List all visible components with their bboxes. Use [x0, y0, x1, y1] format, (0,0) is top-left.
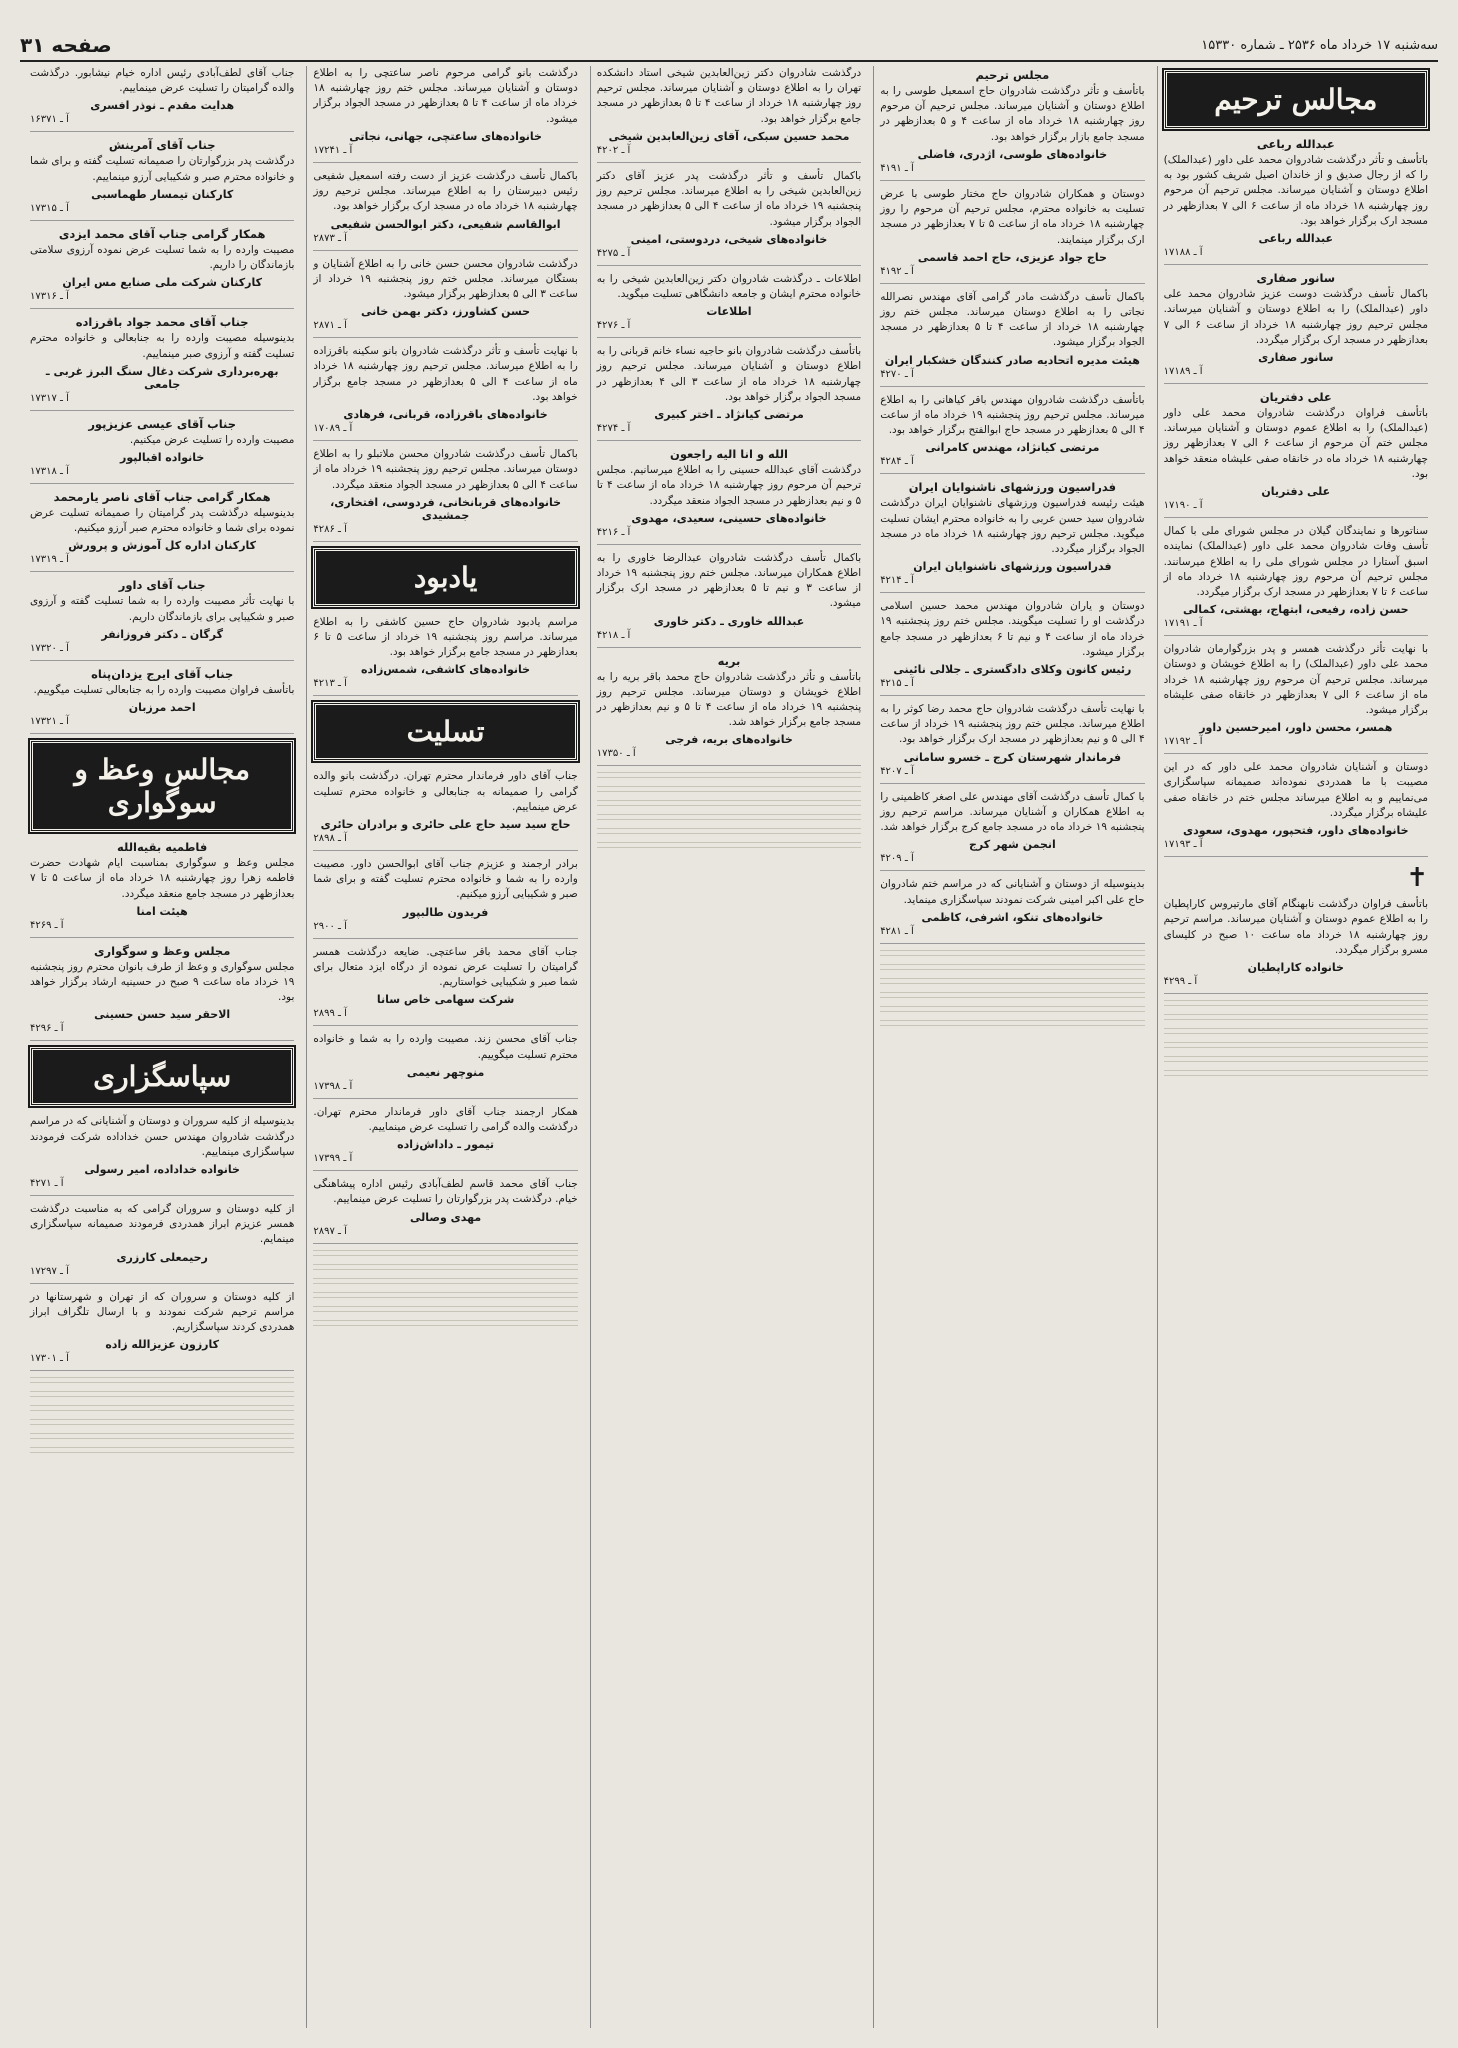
notice-code: آ ـ ۱۷۱۹۰: [1163, 500, 1203, 512]
notice: [1164, 390, 1428, 518]
notice-body: باتأسف و تأثر درگذشت شادروان حاج اسمعیل طوسی را به اطلاع دوستان و آشنایان میرساند. مجلس ترحیم آن مرحوم روز چهارشنبه ۱۸ خرداد ماه از ساعت ۴ و ۵ بعدازظهر در مسجد جامع بازار برگزار خواهد بود.: [880, 85, 1145, 143]
notice-code: آ ـ ۴۲۱۵: [880, 678, 914, 690]
fine-print-lines: [30, 1405, 294, 1415]
notice-code: آ ـ ۱۷۱۸۸: [1163, 247, 1203, 259]
notice: [30, 667, 294, 734]
notice: [1164, 137, 1428, 265]
notice-code: آ ـ ۱۷۳۹۹: [313, 1153, 353, 1165]
fine-print-lines: [880, 950, 1144, 960]
notice: [597, 272, 861, 338]
fine-print-lines: [30, 1391, 294, 1401]
notice-body: جناب آقای لطف‌آبادی رئیس اداره خیام نیشابور. درگذشت والده گرامیتان را تسلیت عرض مینماییم.: [29, 67, 295, 95]
page-number: صفحه ۳۱: [20, 33, 112, 57]
notice-code: آ ـ ۴۲۷۰: [880, 368, 914, 380]
notice-sig: خانواده‌های باقرزاده، قربانی، فرهادی: [343, 408, 548, 422]
notice-title: جناب آقای آمرینش: [108, 138, 216, 153]
notice: [30, 1114, 294, 1196]
notice-code: آ ـ ۴۱۹۱: [880, 162, 914, 174]
notice-sig: محمد حسین سبکی، آقای زین‌العابدین شیخی: [608, 129, 850, 143]
notice-body: با نهایت تأسف درگذشت شادروان حاج محمد رضا کوثر را به اطلاع میرساند. مجلس ختم روز پنجشنبه ۱۹ خرداد از ساعت ۴ الی ۵ و نیم بعدازظهر در مسجد ارک برگزار خواهد بود.: [880, 703, 1145, 746]
column-1: [1157, 66, 1434, 2028]
fine-print-lines: [30, 1447, 294, 1457]
notice-title: جناب آقای محمد جواد باقرزاده: [75, 315, 249, 330]
fine-print-lines: [30, 1433, 294, 1443]
notice-code: آ ـ ۴۲۶۹: [29, 919, 64, 931]
notice: [597, 344, 861, 441]
column-4: [306, 66, 583, 2028]
notice-body: باتأسف و تأثر درگذشت شادروان حاج محمد باقر بریه را به اطلاع خویشان و دوستان میرساند. مجلس ترحیم روز پنجشنبه ۱۹ خرداد ماه از ساعت ۴ تا ۵ و نیم بعدازظهر در مسجد جامع برگزار خواهد شد.: [596, 670, 862, 729]
notice-sig: تیمور ـ داداش‌زاده: [397, 1138, 495, 1152]
section-banner: سپاسگزاری: [30, 1047, 294, 1106]
notice-title: عبدالله رباعی: [1256, 137, 1335, 151]
fine-print-lines: [313, 1278, 577, 1288]
notice-title: الله و انا الیه راجعون: [670, 447, 788, 462]
notice: [313, 1105, 577, 1171]
notice-title: سانور صفاری: [1256, 271, 1336, 286]
notice: [313, 945, 577, 1027]
notice-body: مراسم یادبود شادروان حاج حسین کاشفی را به اطلاع میرساند. مراسم روز پنجشنبه ۱۹ خرداد از ساعت ۵ تا ۶ بعدازظهر در مسجد جامع برگزار خواهد بود.: [313, 615, 578, 659]
fine-print-lines: [597, 786, 861, 796]
notice-code: آ ـ ۴۲۹۹: [1163, 976, 1198, 987]
notice-sig: منوچهر نعیمی: [406, 1065, 485, 1079]
notice-sig: همسر، محسن داور، امیرحسین داور: [1199, 721, 1393, 735]
notice: [30, 315, 294, 410]
notice-body: باتأسف فراوان مصیبت وارده را به جنابعالی تسلیت میگوییم.: [33, 683, 295, 696]
notice-body: بدینوسیله از دوستان و آشنایانی که در مراسم ختم شادروان حاج علی اکبر امینی شرکت نمودند سپاسگزاری مینماید.: [880, 878, 1145, 906]
notice-body: سناتورها و نمایندگان گیلان در مجلس شورای ملی با کمال تأسف وفات شادروان محمد علی داور (عبدالملک) نماینده اسبق آستارا در مجلس شورای ملی را به اطلاع میرسانند. مجلس ترحیم آن مرحوم روز چهارشنبه ۱۸ خرداد ماه از ساعت ۶ تا ۷ بعدازظهر در مسجد ارک برگزار میگردد.: [1163, 525, 1428, 598]
notice-code: آ ـ ۴۲۷۴: [596, 423, 631, 435]
notice-body: درگذشت بانو گرامی مرحوم ناصر ساعتچی را به اطلاع دوستان و آشنایان میرساند. مجلس ختم روز چهارشنبه ۱۸ خرداد ماه از ساعت ۴ تا ۵ بعدازظهر در مسجد الجواد برگزار میشود.: [313, 67, 578, 125]
fine-print-lines: [1164, 1070, 1428, 1080]
notice-body: دوستان و همکاران شادروان حاج مختار طوسی با عرض تسلیت به خانواده محترم، مجلس ترحیم آن مرحوم را روز چهارشنبه ۱۸ خرداد ماه از ساعت ۵ تا ۷ بعدازظهر در مسجد ارک برگزار مینمایند.: [880, 187, 1145, 246]
notice-body: با نهایت تأسف و تأثر درگذشت شادروان بانو سکینه باقرزاده را به اطلاع میرساند. مجلس ترحیم روز چهارشنبه ۱۸ خرداد ماه از ساعت ۴ الی ۵ بعدازظهر در مسجد جامع برگزار خواهد بود.: [313, 345, 578, 403]
fine-print-lines: [880, 978, 1144, 988]
notice-sig: مرتضی کیانژاد، مهندس کامرانی: [925, 441, 1100, 455]
notice-code: آ ـ ۱۷۳۱۹: [29, 554, 69, 566]
notice-sig: مرتضی کیانژاد ـ اختر کبیری: [654, 408, 804, 422]
notice-body: مجلس وعظ و سوگواری بمناسبت ایام شهادت حضرت فاطمه زهرا روز چهارشنبه ۱۸ خرداد ماه از ساعت ۵ تا ۷ بعدازظهر در مسجد جامع منعقد میگردد.: [29, 857, 295, 900]
notice-code: آ ـ ۱۷۱۹۱: [1163, 618, 1203, 630]
notice-body: باکمال تأسف درگذشت شادروان عبدالرضا خاوری را به اطلاع همکاران میرساند. مجلس ختم روز پنجشنبه ۱۹ خرداد از ساعت ۳ و نیم تا ۵ بعدازظهر در مسجد ارک برگزار میشود.: [596, 551, 862, 610]
fine-print-lines: [30, 1377, 294, 1387]
section-banner: مجالس وعظ و سوگواری: [30, 740, 294, 832]
notice-body: باکمال تأسف درگذشت مادر گرامی آقای مهندس نصرالله نجاتی را به اطلاع دوستان میرساند. مجلس ختم روز چهارشنبه ۱۸ خرداد از ساعت ۴ تا ۵ بعدازظهر در مسجد الجواد برگزار میشود.: [880, 290, 1145, 349]
notice-sig: شرکت سهامی خاص سانا: [376, 993, 515, 1007]
notice-title: مجلس وعظ و سوگواری: [93, 943, 231, 958]
notice-body: مجلس سوگواری و وعظ از طرف بانوان محترم روز پنجشنبه ۱۹ خرداد ماه ساعت ۹ صبح در حسینیه ارشاد برگزار خواهد بود.: [29, 960, 295, 1004]
notice-title: علی دفتریان: [1259, 389, 1332, 404]
notice-body: با نهایت تأثر مصیبت وارده را به شما تسلیت گفته و آرزوی صبر و شکیبایی برای بازماندگان داریم.: [29, 595, 295, 623]
notice-body: جناب آقای محسن زند. مصیبت وارده را به شما و خانواده محترم تسلیت میگوییم.: [313, 1033, 578, 1061]
fine-print-lines: [313, 1250, 577, 1260]
section-banner: یادبود: [313, 548, 577, 607]
fine-print-lines: [880, 1006, 1144, 1016]
notice-body: باکمال تأسف درگذشت دوست عزیز شادروان محمد علی داور (عبدالملک) را به اطلاع دوستان و آشنایان میرساند. مجلس ترحیم روز چهارشنبه ۱۸ خرداد از ساعت ۶ الی ۷ بعدازظهر در مسجد ارک برگزار میگردد.: [1163, 288, 1428, 346]
notice-code: آ ـ ۱۷۳۱۸: [29, 465, 69, 477]
notice-code: آ ـ ۱۷۳۱۶: [29, 291, 69, 303]
notice-code: آ ـ ۴۲۸۴: [880, 456, 914, 468]
fine-print-lines: [1164, 1000, 1428, 1010]
notice: [597, 654, 861, 767]
notice-title: جناب آقای ایرج یزدان‌پناه: [91, 666, 234, 681]
notice-sig: کارکنان تیمسار طهماسبی: [91, 187, 234, 201]
section-banner: مجالس ترحیم: [1164, 70, 1428, 129]
notice-title: جناب آقای داور: [118, 578, 206, 593]
issue-date: سه‌شنبه ۱۷ خرداد ماه ۲۵۳۶ ـ شماره ۱۵۳۳۰: [1201, 37, 1438, 53]
notice-sig: کارزون عزیزالله زاده: [105, 1338, 220, 1352]
notice-sig: حسن زاده، رفیعی، ابتهاج، بهشتی، کمالی: [1183, 603, 1409, 617]
notice-code: آ ـ ۱۷۱۹۳: [1163, 839, 1203, 851]
notice-code: آ ـ ۲۸۷۱: [313, 320, 347, 332]
notice-sig: خانواده‌های بریه، فرجی: [665, 733, 793, 747]
notice: [880, 290, 1144, 387]
notice: [30, 1290, 294, 1372]
fine-print-lines: [1164, 1028, 1428, 1038]
fine-print-lines: [880, 1020, 1144, 1030]
notice: [1164, 897, 1428, 994]
notice-sig: فریدون طالبپور: [402, 905, 489, 919]
notice: [313, 66, 577, 163]
notice-code: آ ـ ۱۷۳۱۷: [29, 392, 69, 404]
notice-body: باکمال تأسف درگذشت شادروان محسن ملاتبلو را به اطلاع دوستان میرساند. مجلس ترحیم روز پنجشنبه ۱۹ خرداد ماه از ساعت ۴ الی ۵ بعدازظهر در مسجد الجواد منعقد میگردد.: [313, 448, 578, 491]
notice-title: همکار گرامی جناب آقای محمد ایزدی: [58, 226, 266, 241]
notice: [313, 857, 577, 939]
notice-body: با کمال تأسف درگذشت آقای مهندس علی اصغر کاظمینی را به اطلاع همکاران و آشنایان میرساند. مراسم ترحیم روز پنجشنبه ۱۹ خرداد ماه در مسجد جامع کرج برگزار خواهد شد.: [880, 790, 1145, 834]
notice-code: آ ـ ۱۷۲۹۷: [29, 1265, 69, 1277]
notice-sig: سانور صفاری: [1258, 350, 1334, 364]
notice-sig: هیئت امنا: [136, 904, 188, 918]
notice-sig: هیئت مدیره اتحادیه صادر کنندگان خشکبار ایران: [884, 353, 1140, 367]
notice-code: آ ـ ۱۷۳۱۵: [29, 202, 69, 214]
notice-code: آ ـ ۱۷۳۲۱: [29, 716, 69, 728]
notice-body: دوستان و آشنایان شادروان محمد علی داور که در این مصیبت با ما همدردی نموده‌اند صمیمانه سپاسگزاری می‌نماییم و به اطلاع میرساند مجلس ختم در خانقاه صفی علیشاه برگزار میگردد.: [1163, 761, 1428, 819]
notice: [1164, 524, 1428, 636]
notice: [30, 490, 294, 572]
notice: [313, 344, 577, 441]
fine-print-lines: [597, 800, 861, 810]
fine-print-lines: [597, 828, 861, 838]
notice: [313, 1032, 577, 1098]
notice-code: آ ـ ۲۹۰۰: [313, 920, 347, 932]
notice-sig: خانواده‌های طوسی، اژدری، فاضلی: [917, 147, 1108, 161]
notice-code: آ ـ ۱۷۲۴۱: [313, 144, 353, 156]
notice: [313, 169, 577, 251]
notice-code: آ ـ ۱۷۳۵۰: [596, 748, 636, 760]
fine-print-lines: [313, 1320, 577, 1330]
notice-sig: عبدالله رباعی: [1258, 232, 1334, 246]
notice-code: آ ـ ۱۷۰۸۹: [313, 423, 353, 435]
notice-body: درگذشت پدر بزرگوارتان را صمیمانه تسلیت گفته و برای شما و خانواده محترم صبر و شکیبایی آرزو مینماییم.: [29, 155, 295, 183]
notice-code: آ ـ ۱۷۳۲۰: [29, 642, 69, 654]
notice-title: مجلس ترحیم: [975, 68, 1050, 82]
fine-print-lines: [880, 964, 1144, 974]
notice: [880, 877, 1144, 943]
columns-container: [24, 66, 1434, 2028]
notice: [597, 447, 861, 545]
fine-print-lines: [313, 1264, 577, 1274]
notice-body: از کلیه دوستان و سروران که از تهران و شهرستانها در مراسم ترحیم شرکت نمودند و با ارسال تلگراف ابراز همدردی کردند سپاسگزاریم.: [29, 1290, 295, 1334]
notice-body: بدینوسیله مصیبت وارده را به جنابعالی و خانواده محترم تسلیت گفته و آرزوی صبر مینماییم.: [29, 332, 295, 360]
cross-icon: ✝: [1406, 863, 1428, 894]
notice-sig: فدراسیون ورزشهای ناشنوایان ایران: [913, 560, 1112, 574]
notice-body: باکمال تأسف درگذشت عزیز از دست رفته اسمعیل شفیعی رئیس دبیرستان را به اطلاع میرساند. مجلس ترحیم روز چهارشنبه ۱۸ خرداد ماه در مسجد ارک برگزار خواهد بود.: [313, 169, 578, 213]
notice-body: درگذشت شادروان دکتر زین‌العابدین شیخی استاد دانشکده تهران را به اطلاع دوستان و آشنایان میرساند. مجلس ترحیم روز چهارشنبه ۱۸ خرداد از ساعت ۴ تا ۵ بعدازظهر در مسجد جامع برگزار خواهد بود.: [596, 67, 862, 125]
notice-sig: رئیس کانون وکلای دادگستری ـ جلالی نائینی: [893, 663, 1132, 677]
notice-sig: خانواده‌های ساعتچی، جهانی، نجاتی: [349, 129, 542, 143]
notice: [30, 1202, 294, 1284]
notice-sig: خانواده‌های حسینی، سعیدی، مهدوی: [631, 511, 827, 525]
notice-sig: خانواده خداداده، امیر رسولی: [84, 1163, 240, 1177]
notice-code: آ ـ ۴۲۸۶: [313, 523, 347, 535]
notice-body: جناب آقای محمد قاسم لطف‌آبادی رئیس اداره پیشاهنگی خیام. درگذشت پدر بزرگوارتان را تسلیت عرض مینماییم.: [313, 1178, 578, 1206]
notice-sig: خانواده‌های کاشفی، شمس‌زاده: [361, 663, 531, 677]
fine-print-lines: [597, 772, 861, 782]
notice-body: هیئت رئیسه فدراسیون ورزشهای ناشنوایان ایران درگذشت شادروان سید حسن عربی را به خانواده محترم ایشان تسلیت میگوید. مجلس ترحیم روز چهارشنبه ۱۸ خرداد ماه در مسجد الجواد برگزار میگردد.: [880, 497, 1145, 555]
section-banner: تسلیت: [313, 702, 577, 761]
notice-body: باتأسف فراوان درگذشت شادروان محمد علی داور (عبدالملک) را به اطلاع عموم دوستان و آشنایان میرساند. مجلس ختم آن مرحوم از ساعت ۶ الی ۷ بعدازظهر روز چهارشنبه ۱۸ خرداد ماه در خانقاه صفی علیشاه منعقد خواهد بود.: [1163, 406, 1428, 480]
notice-body: بدینوسیله از کلیه سروران و دوستان و آشنایانی که در مراسم درگذشت شادروان مهندس حسن خداداده شرکت فرمودند سپاسگزاری مینماییم.: [29, 1115, 295, 1158]
notice-code: آ ـ ۴۲۱۴: [880, 575, 914, 587]
notice-sig: خانواده‌های داور، فتحپور، مهدوی، سعودی: [1182, 824, 1409, 838]
notice-body: همکار ارجمند جناب آقای داور فرماندار محترم تهران. درگذشت والده گرامی را تسلیت عرض مینماییم.: [313, 1105, 578, 1133]
notice-code: آ ـ ۲۸۷۳: [313, 232, 347, 244]
fine-print-lines: [597, 814, 861, 824]
notice-body: درگذشت شادروان محسن حسن خانی را به اطلاع آشنایان و بستگان میرساند. مجلس ختم روز پنجشنبه ۱۹ خرداد از ساعت ۳ الی ۵ بعدازظهر برگزار میشود.: [313, 257, 578, 300]
notice-sig: احمد مرزبان: [128, 701, 196, 715]
notice-sig: علی دفتریان: [1261, 485, 1331, 499]
notice-title: جناب آقای عیسی عزیزپور: [88, 416, 237, 431]
notice-sig: انجمن شهر کرج: [968, 838, 1056, 852]
notice-body: دوستان و یاران شادروان مهندس محمد حسین اسلامی درگذشت او را تسلیت میگویند. مجلس ختم روز پنجشنبه ۱۹ خرداد ماه از ساعت ۴ و نیم تا ۶ بعدازظهر در مسجد جامع برگزار میشود.: [880, 600, 1145, 658]
notice-sig: هدایت مقدم ـ نوذر افسری: [90, 99, 235, 113]
notice: [313, 1177, 577, 1243]
notice-code: آ ـ ۴۲۱۳: [313, 678, 347, 690]
notice-sig: اطلاعات: [706, 305, 752, 319]
notice: [880, 68, 1144, 181]
notice: [880, 187, 1144, 284]
notice-body: از کلیه دوستان و سروران گرامی که به مناسبت درگذشت همسر عزیزم ابراز همدردی فرمودند صمیمانه سپاسگزاری مینمایم.: [29, 1203, 295, 1246]
page-header: [20, 30, 1438, 62]
fine-print-lines: [313, 1306, 577, 1316]
fine-print-lines: [880, 992, 1144, 1002]
notice-code: آ ـ ۲۸۹۷: [313, 1225, 347, 1237]
notice: [1164, 642, 1428, 754]
notice-code: آ ـ ۴۲۰۷: [880, 765, 914, 777]
notice-code: آ ـ ۴۲۱۶: [596, 526, 631, 538]
notice-code: آ ـ ۱۷۱۹۲: [1163, 736, 1203, 748]
notice-body: برادر ارجمند و عزیزم جناب آقای ابوالحسن داور. مصیبت وارده را به شما و خانواده محترم تسلیت گفته و برای شما صبر و شکیبایی آرزو میکنیم.: [313, 858, 578, 901]
notice-sig: عبدالله خاوری ـ دکتر خاوری: [653, 614, 805, 628]
notice-code: آ ـ ۴۲۰۹: [880, 853, 914, 865]
notice-body: باتأسف درگذشت شادروان مهندس باقر کیاهانی را به اطلاع میرساند. مجلس ترحیم روز پنجشنبه ۱۹ خرداد ماه از ساعت ۴ الی ۵ بعدازظهر در مسجد حاج ابوالفتح برگزار خواهد بود.: [880, 393, 1145, 437]
notice-code: آ ـ ۴۲۰۲: [596, 144, 631, 156]
notice-body: درگذشت آقای عبدالله حسینی را به اطلاع میرسانیم. مجلس ترحیم آن مرحوم روز چهارشنبه ۱۸ خرداد ماه از ساعت ۴ تا ۵ و نیم بعدازظهر در مسجد الجواد منعقد میگردد.: [596, 464, 862, 507]
notice: [30, 417, 294, 484]
notice-sig: خانواده کاراپطیان: [1247, 961, 1344, 974]
notice-sig: فرماندار شهرستان کرج ـ خسرو سامانی: [903, 750, 1122, 764]
fine-print-lines: [313, 1292, 577, 1302]
notice-body: اطلاعات ـ درگذشت شادروان دکتر زین‌العابدین شیخی را به خانواده محترم ایشان و جامعه دانشگاهی تسلیت میگوید.: [596, 272, 862, 300]
notice-body: باتأسف فراوان درگذشت نابهنگام آقای مارتیروس کاراپطیان را به اطلاع عموم دوستان و آشنایان میرساند. مراسم ترحیم روز چهارشنبه ۱۸ خرداد ماه ساعت ۱۰ صبح در کلیسای مسرو برگزار میگردد.: [1163, 898, 1428, 956]
notice-sig: بهره‌برداری شرکت دغال سنگ البرز غربی ـ جامعی: [45, 364, 279, 391]
notice-sig: خانواده‌های قربانخانی، فردوسی، افتخاری، جمشیدی: [330, 495, 562, 522]
notice-code: آ ـ ۱۶۳۷۱: [29, 114, 69, 126]
fine-print-lines: [1164, 1014, 1428, 1024]
notice-code: آ ـ ۴۲۸۱: [880, 925, 914, 937]
column-5: [24, 66, 300, 2028]
notice: [30, 840, 294, 938]
notice: [30, 578, 294, 660]
notice-code: آ ـ ۱۷۱۸۹: [1163, 365, 1203, 377]
fine-print-lines: [1164, 1056, 1428, 1066]
notice-sig: خانواده اقبالپور: [120, 450, 205, 464]
notice: [597, 169, 861, 266]
notice-body: باکمال تأسف و تأثر درگذشت پدر عزیز آقای دکتر زین‌العابدین شیخی را به اطلاع میرساند. مجلس ترحیم روز پنجشنبه ۱۹ خرداد ماه از ساعت ۴ الی ۵ بعدازظهر در مسجد الجواد برگزار میشود.: [596, 169, 862, 228]
notice: [1164, 760, 1428, 857]
notice-sig: خانواده‌های تنکو، اشرفی، کاظمی: [921, 910, 1104, 924]
notice-body: باتأسف و تأثر درگذشت شادروان محمد علی داور (عبدالملک) را که از رجال صدیق و از خاندان اصیل شریف کشور بود به اطلاع دوستان و آشنایان میرساند. مجلس ترحیم آن مرحوم روز چهارشنبه ۱۸ خرداد ماه از ساعت ۶ الی ۷ بعدازظهر در مسجد ارک برگزار خواهد بود.: [1163, 154, 1428, 227]
notice: [1164, 271, 1428, 384]
notice-code: آ ـ ۴۲۷۶: [596, 320, 631, 332]
notice-sig: گرگان ـ دکتر فروزانفر: [101, 627, 223, 641]
fine-print-lines: [30, 1419, 294, 1429]
notice-body: مصیبت وارده را تسلیت عرض میکنیم.: [129, 433, 295, 446]
notice-code: آ ـ ۲۸۹۹: [313, 1008, 347, 1020]
column-3: [590, 66, 867, 2028]
notice: [30, 227, 294, 309]
notice: [313, 769, 577, 851]
notice-sig: رحیمعلی کارزری: [116, 1250, 208, 1264]
notice-body: جناب آقای محمد باقر ساعتچی. ضایعه درگذشت همسر گرامیتان را تسلیت عرض نموده از درگاه ایزد متعال برای شما صبر و شکیبایی خواستاریم.: [313, 945, 578, 989]
notice: [30, 944, 294, 1042]
notice: [880, 790, 1144, 872]
notice-body: باتأسف درگذشت شادروان بانو حاجیه نساء خانم قربانی را به اطلاع دوستان و آشنایان میرساند. مجلس ترحیم روز چهارشنبه ۱۸ خرداد ماه از ساعت ۳ الی ۴ بعدازظهر در مسجد الجواد برگزار خواهد بود.: [596, 345, 862, 403]
notice-code: آ ـ ۱۷۳۰۱: [29, 1353, 69, 1365]
notice-title: همکار گرامی جناب آقای ناصر یارمحمد: [53, 489, 271, 504]
notice: [597, 66, 861, 163]
notice-sig: حاج جواد عزیزی، حاج احمد قاسمی: [917, 250, 1107, 264]
notice-title: بریه: [717, 653, 741, 668]
notice-sig: ابوالقاسم شفیعی، دکتر ابوالحسن شفیعی: [330, 217, 561, 231]
notice-sig: کارکنان شرکت ملی صنایع مس ایران: [62, 276, 263, 290]
notice-body: جناب آقای داور فرماندار محترم تهران. درگذشت بانو والده گرامی را صمیمانه به جنابعالی و خانواده محترم تسلیت عرض مینماییم.: [313, 770, 578, 813]
notice-code: آ ـ ۱۷۳۹۸: [313, 1080, 353, 1092]
notice-code: آ ـ ۴۲۹۶: [29, 1023, 64, 1035]
notice-sig: کارکنان اداره کل آموزش و پرورش: [68, 539, 257, 553]
notice-sig: حسن کشاورز، دکتر بهمن خانی: [361, 305, 531, 319]
notice-body: بدینوسیله درگذشت پدر گرامیتان را صمیمانه تسلیت عرض نموده برای شما و خانواده محترم صبر آرزو میکنیم.: [29, 506, 295, 535]
notice-title: فدراسیون ورزشهای ناشنوایان ایران: [908, 480, 1117, 495]
notice-code: آ ـ ۲۸۹۸: [313, 833, 347, 845]
notice-code: آ ـ ۴۲۷۵: [596, 247, 631, 259]
notice-body: با نهایت تأثر درگذشت همسر و پدر بزرگوارمان شادروان محمد علی داور (عبدالملک) را به اطلاع خویشان و دوستان میرساند. مجلس ترحیم آن مرحوم روز چهارشنبه ۱۸ خرداد ماه از ساعت ۶ الی ۷ بعدازظهر در خانقاه صفی علیشاه برگزار میشود.: [1163, 643, 1429, 717]
fine-print-lines: [597, 842, 861, 852]
notice-sig: خانواده‌های شیخی، دردوستی، امینی: [630, 232, 828, 246]
notice: [30, 138, 294, 220]
notice-code: آ ـ ۴۱۹۲: [880, 265, 914, 277]
notice: [313, 615, 577, 697]
notice-title: فاطمیه بقیه‌الله: [117, 840, 208, 855]
notice-body: مصیبت وارده را به شما تسلیت عرض نموده آرزوی سلامتی بازماندگان را داریم.: [29, 243, 295, 272]
notice-sig: الاحقر سید حسن حسینی: [94, 1008, 231, 1022]
notice: [597, 551, 861, 648]
notice-code: آ ـ ۴۲۷۱: [29, 1178, 64, 1190]
notice: [880, 599, 1144, 696]
notice: [880, 480, 1144, 593]
notice: [30, 66, 294, 132]
notice-code: آ ـ ۴۲۱۸: [596, 629, 631, 641]
notice: [880, 393, 1144, 475]
notice: [313, 447, 577, 542]
notice: [880, 702, 1144, 784]
notice-sig: مهدی وصالی: [409, 1210, 482, 1224]
notice: [313, 257, 577, 339]
fine-print-lines: [1164, 1042, 1428, 1052]
notice-sig: حاج سید سید حاج علی حائری و برادران حائری: [320, 818, 571, 832]
column-2: [873, 66, 1150, 2028]
